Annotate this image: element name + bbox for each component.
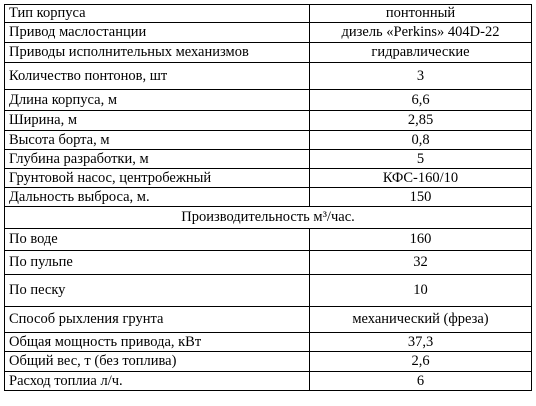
param-cell: Тип корпуса [5,5,310,23]
param-cell: Общая мощность привода, кВт [5,333,310,352]
value-cell: 150 [310,188,532,207]
value-cell: 3 [310,63,532,90]
param-cell: По пульпе [5,251,310,275]
table-row [5,333,532,352]
table-row [5,352,532,372]
section-row [5,207,532,229]
value-cell: 160 [310,229,532,251]
value-cell: понтонный [310,5,532,23]
param-cell: Количество понтонов, шт [5,63,310,90]
value-cell: 10 [310,275,532,307]
param-cell: Дальность выброса, м. [5,188,310,207]
param-cell: Способ рыхления грунта [5,307,310,333]
value-cell: 37,3 [310,333,532,352]
param-cell: Общий вес, т (без топлива) [5,352,310,372]
value-cell: гидравлические [310,43,532,63]
value-cell: дизель «Perkins» 404D-22 [310,23,532,43]
table-row [5,251,532,275]
table-row [5,169,532,188]
param-cell: Расход топлиа л/ч. [5,372,310,391]
table-row [5,111,532,131]
table-row [5,307,532,333]
value-cell: 0,8 [310,131,532,150]
param-cell: Приводы исполнительных механизмов [5,43,310,63]
param-cell: Длина корпуса, м [5,90,310,111]
param-cell: Глубина разработки, м [5,150,310,169]
param-cell: Привод маслостанции [5,23,310,43]
value-cell: 32 [310,251,532,275]
value-cell: КФС-160/10 [310,169,532,188]
table-row [5,63,532,90]
table-row [5,5,532,23]
param-cell: По песку [5,275,310,307]
value-cell: 5 [310,150,532,169]
value-cell: 2,85 [310,111,532,131]
value-cell: механический (фреза) [310,307,532,333]
param-cell: Ширина, м [5,111,310,131]
table-row [5,131,532,150]
value-cell: 6 [310,372,532,391]
specifications-table [4,4,532,391]
table-row [5,150,532,169]
table-row [5,23,532,43]
table-row [5,188,532,207]
param-cell: Грунтовой насос, центробежный [5,169,310,188]
param-cell: Высота борта, м [5,131,310,150]
table-row [5,229,532,251]
value-cell: 2,6 [310,352,532,372]
value-cell: 6,6 [310,90,532,111]
table-row [5,275,532,307]
section-heading: Производительность м³/час. [5,207,532,229]
param-cell: По воде [5,229,310,251]
table-row [5,372,532,391]
table-row [5,90,532,111]
table-row [5,43,532,63]
specifications-body [5,5,532,391]
